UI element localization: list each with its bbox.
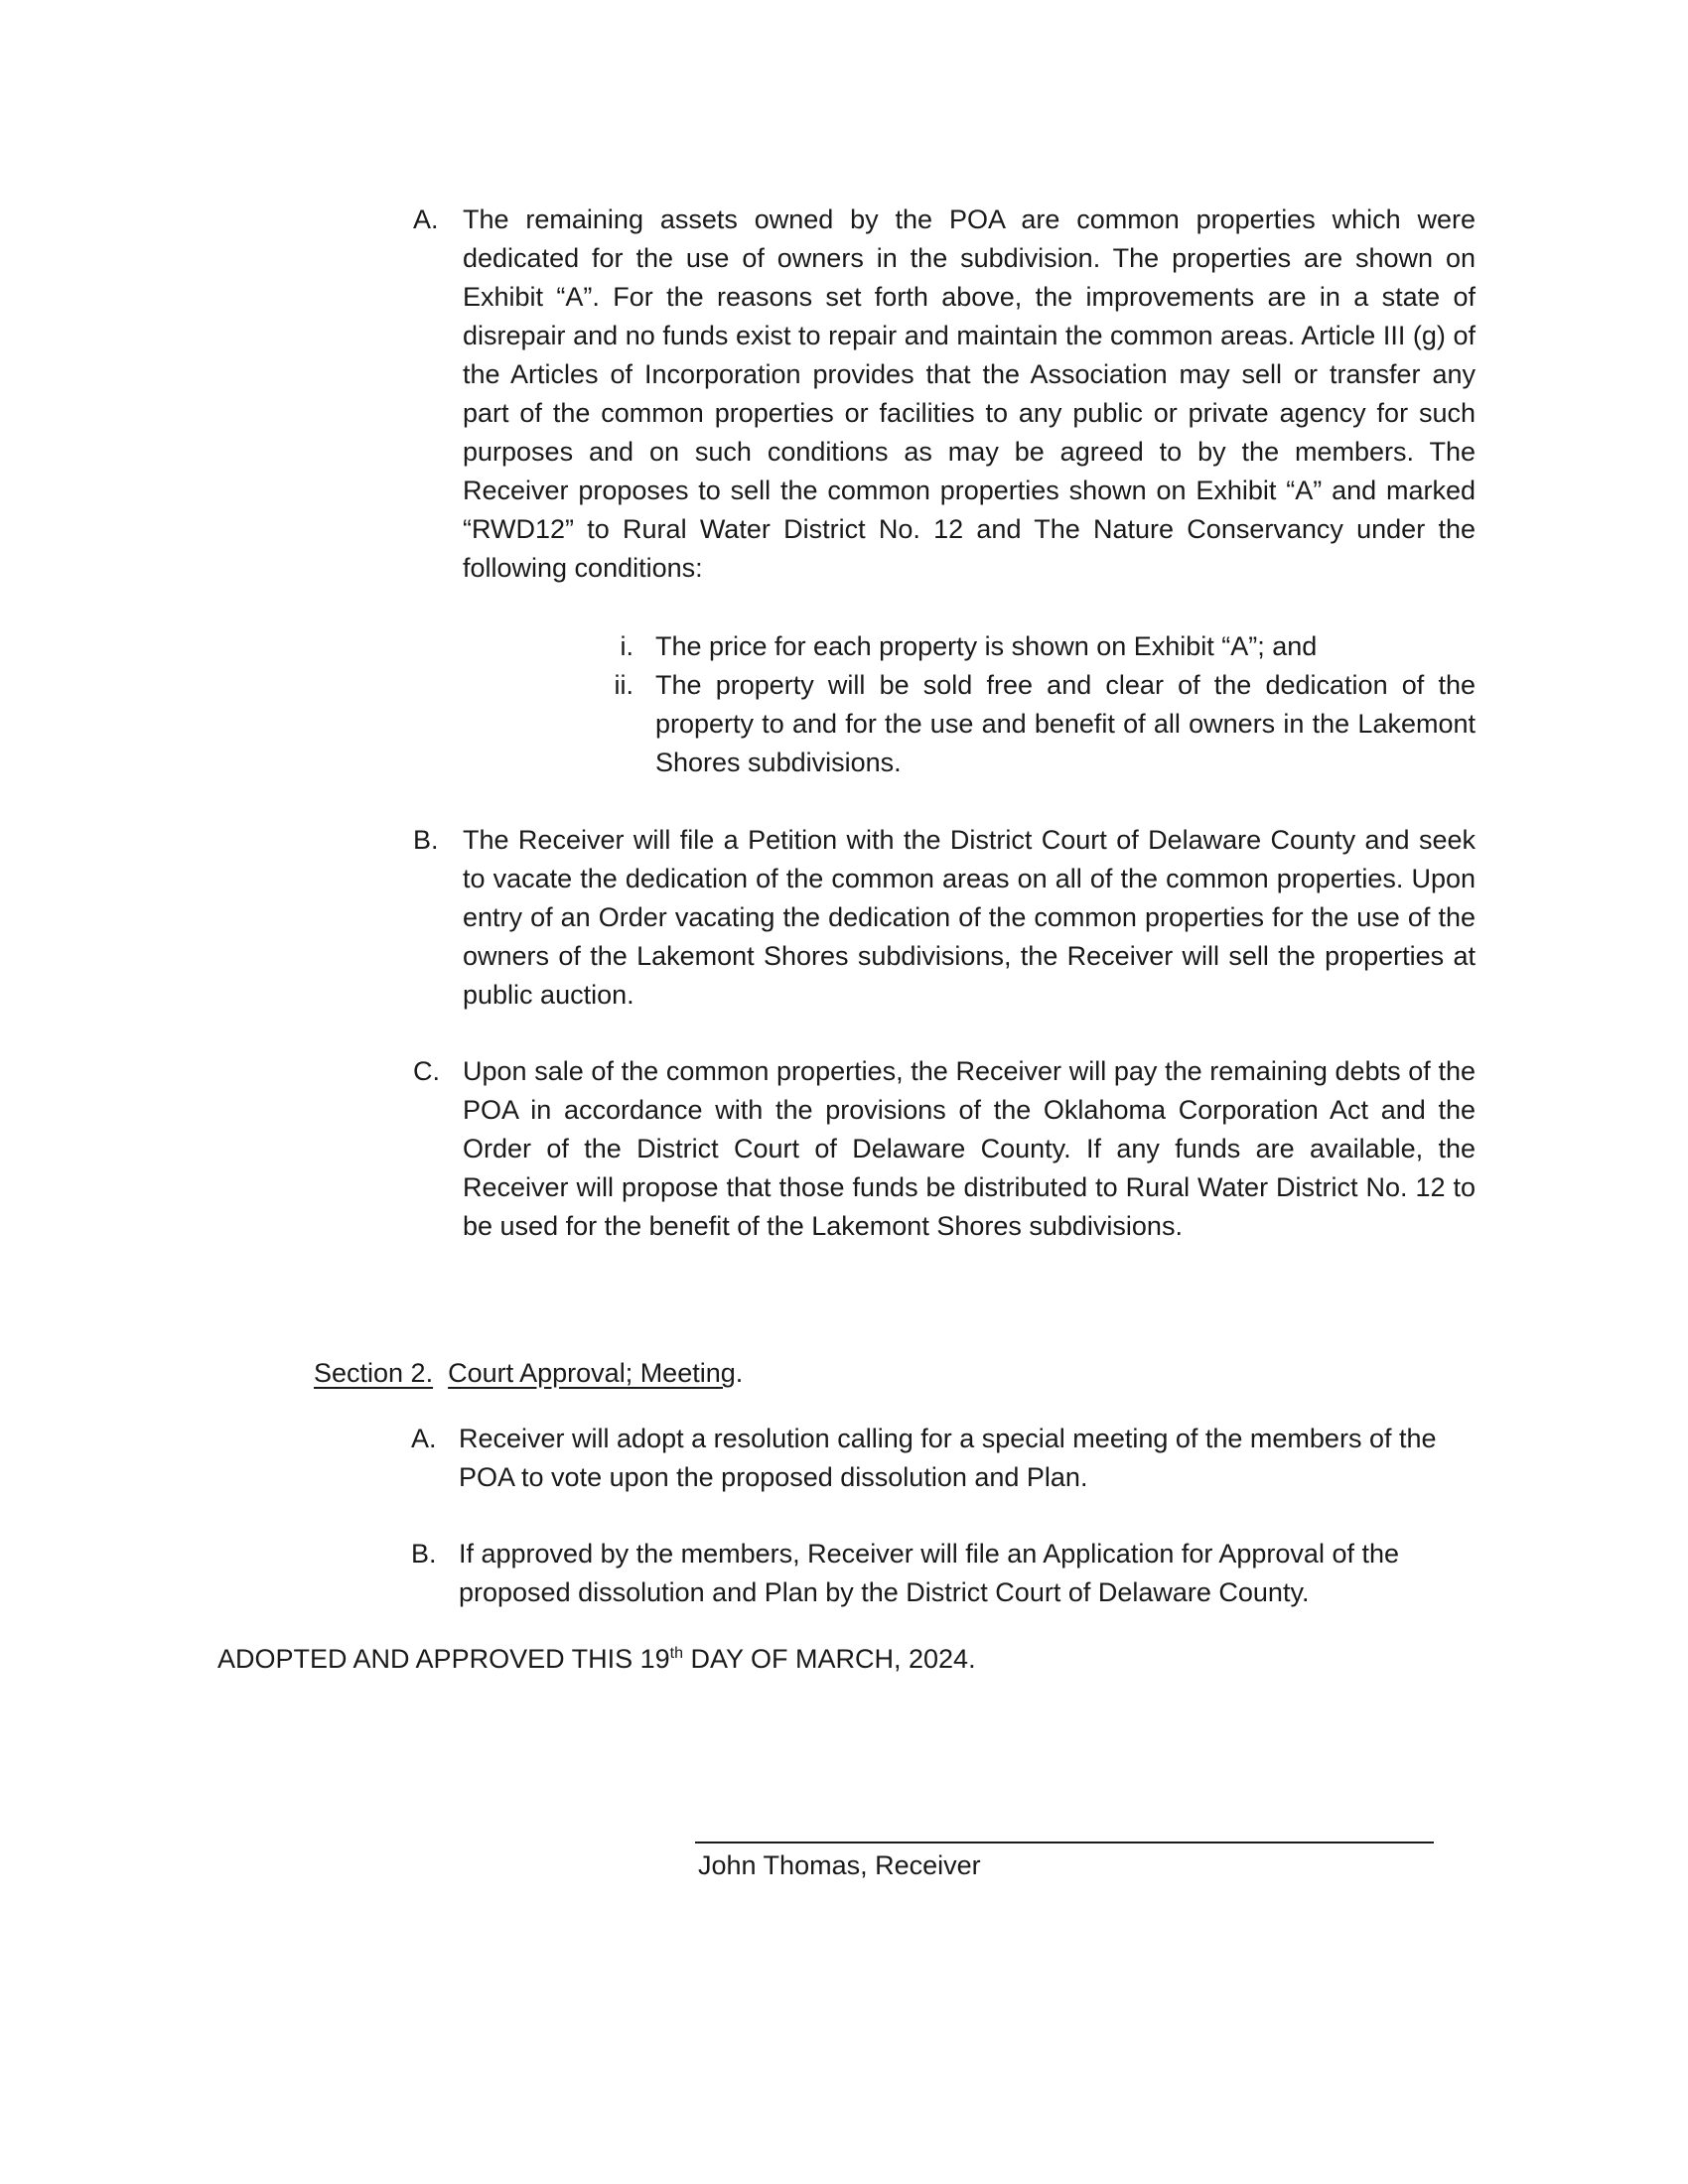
section1-item-a bbox=[413, 201, 1476, 588]
condition-i bbox=[606, 627, 1476, 666]
section1-item-c bbox=[413, 1052, 1476, 1246]
signature-line bbox=[695, 1842, 1434, 1843]
condition-ii bbox=[606, 666, 1476, 782]
section2-item-a bbox=[411, 1420, 1464, 1497]
item-text: The remaining assets owned by the POA are common properties which were dedicated for the use of owners in the subdivision. The properties are shown on Exhibit “A”. For the reasons set forth above, the improvements are in a state of disrepair and no funds exist to repair and maintain the common areas. Article III (g) of the Articles of Incorporation provides that the Association may sell or transfer any part of the common properties or facilities to any public or private agency for such purposes and on such conditions as may be agreed to by the members. The Receiver proposes to sell the common properties shown on Exhibit “A” and marked “RWD12” to Rural Water District No. 12 and The Nature Conservancy under the following conditions: bbox=[463, 205, 1476, 583]
adoption-suffix: DAY OF MARCH, 2024. bbox=[682, 1644, 976, 1674]
item-text: If approved by the members, Receiver will file an Application for Approval of the proposed dissolution and Plan by the District Court of Delaware County. bbox=[459, 1539, 1399, 1607]
item-text: Receiver will adopt a resolution calling for a special meeting of the members of the POA to vote upon the proposed dissolution and Plan. bbox=[459, 1424, 1437, 1492]
item-text: Upon sale of the common properties, the Receiver will pay the remaining debts of the POA in accordance with the provisions of the Oklahoma Corporation Act and the Order of the District Court of Delaware County. If any funds are available, the Receiver will propose that those funds be distributed to Rural Water District No. 12 to be used for the benefit of the Lakemont Shores subdivisions. bbox=[463, 1056, 1476, 1241]
adoption-statement bbox=[217, 1640, 976, 1679]
condition-text: The price for each property is shown on Exhibit “A”; and bbox=[655, 631, 1318, 661]
section2-title: Court Approval; Meeting bbox=[448, 1358, 736, 1388]
section2-item-b bbox=[411, 1535, 1474, 1612]
item-marker: B. bbox=[411, 1539, 437, 1569]
section2-number: Section 2. bbox=[314, 1358, 434, 1388]
item-marker: A. bbox=[413, 205, 439, 234]
item-marker: C. bbox=[413, 1056, 440, 1086]
adoption-ordinal: th bbox=[669, 1645, 683, 1662]
condition-marker: ii. bbox=[614, 670, 633, 700]
adoption-prefix: ADOPTED AND APPROVED THIS 19 bbox=[217, 1644, 670, 1674]
condition-marker: i. bbox=[620, 631, 633, 661]
signature-name: John Thomas, Receiver bbox=[698, 1850, 981, 1880]
item-text: The Receiver will file a Petition with the District Court of Delaware County and seek to vacate the dedication of the common areas on all of the common properties. Upon entry of an Order vacating the dedication of the common properties for the use of the owners of the Lakemont Shores subdivisions, the Receiver will sell the properties at public auction. bbox=[463, 825, 1476, 1010]
condition-text: The property will be sold free and clear of the dedication of the property to and for the use and benefit of all owners in the Lakemont Shores subdivisions. bbox=[655, 670, 1476, 777]
item-marker: A. bbox=[411, 1424, 437, 1453]
item-marker: B. bbox=[413, 825, 439, 855]
section2-heading: Section 2. Court Approval; Meeting. bbox=[314, 1358, 744, 1388]
section1-item-b bbox=[413, 821, 1476, 1015]
